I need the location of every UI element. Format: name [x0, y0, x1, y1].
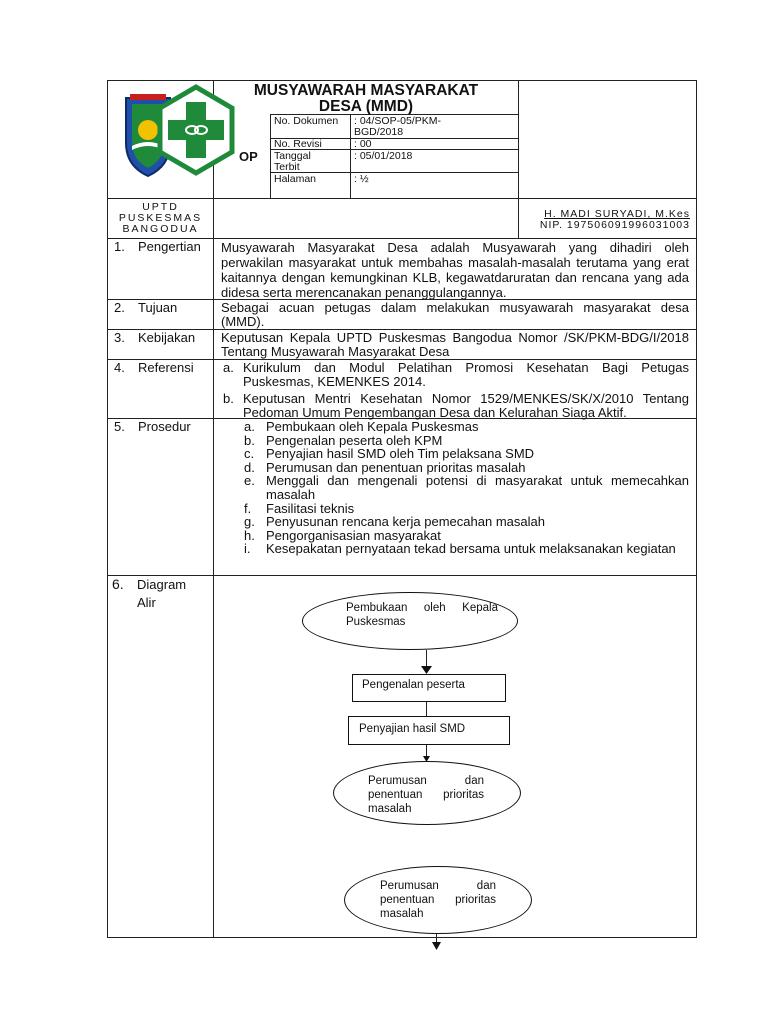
list-item-text: Pembukaan oleh Kepala Puskesmas — [266, 419, 479, 434]
section-number: 1. — [114, 239, 125, 254]
list-item — [224, 447, 689, 461]
section-label-alir: Alir — [137, 595, 156, 610]
list-marker: e. — [244, 473, 255, 489]
arrow-down-icon — [432, 942, 441, 950]
list-marker: f. — [244, 500, 252, 516]
section-text-kebijakan: Keputusan Kepala UPTD Puskesmas Bangodua Nomor /SK/PKM-BDG/I/2018 Tentang Musyawarah Masyarakat Desa — [221, 330, 689, 359]
document-title-line1: MUSYAWARAH MASYARAKAT — [253, 82, 479, 99]
section-text-tujuan: Sebagai acuan petugas dalam melakukan musyawarah masyarakat desa (MMD). — [221, 300, 689, 329]
section-label-diagram: Diagram — [137, 577, 187, 592]
prosedur-list — [224, 420, 689, 556]
section-number: 6. — [112, 576, 124, 592]
list-marker: a. — [244, 419, 255, 434]
org-name-line2: PUSKESMAS — [118, 212, 203, 224]
meta-left-divider — [270, 114, 271, 198]
flow-node-formulation-text: Perumusan dan penentuan prioritas masalah — [368, 775, 484, 815]
meta-label-no-dokumen: No. Dokumen — [274, 115, 339, 127]
list-marker: h. — [244, 527, 255, 543]
list-item-text: Pengorganisasian masyarakat — [266, 527, 441, 543]
list-item-text: Penyajian hasil SMD oleh Tim pelaksana SMD — [266, 446, 535, 462]
section-label-prosedur: Prosedur — [138, 419, 191, 434]
list-marker: c. — [244, 446, 255, 462]
section-number: 2. — [114, 300, 125, 315]
flow-node-presentation-text: Penyajian hasil SMD — [359, 723, 466, 735]
meta-value-halaman: : ½ — [354, 173, 369, 185]
meta-label-no-revisi: No. Revisi — [274, 138, 322, 150]
section-label-tujuan: Tujuan — [138, 300, 178, 315]
table-border-top — [107, 80, 697, 81]
list-item-text: Penyusunan rencana kerja pemecahan masalah — [266, 514, 545, 530]
list-item — [224, 474, 689, 501]
section-number: 5. — [114, 419, 125, 434]
list-item — [221, 361, 689, 389]
sop-label: OP — [239, 149, 258, 164]
section-label-pengertian: Pengertian — [138, 239, 201, 254]
org-name-line3: BANGODUA — [122, 223, 199, 235]
list-marker: a. — [223, 360, 234, 375]
list-marker: g. — [244, 514, 255, 530]
section-number: 3. — [114, 330, 125, 345]
table-border-right — [696, 80, 697, 937]
meta-value-no-revisi: : 00 — [354, 138, 372, 150]
row-line — [107, 575, 697, 576]
list-item-text: Menggali dan mengenali potensi di masyarakat untuk memecahkan masalah — [266, 473, 689, 502]
list-item — [224, 434, 689, 448]
list-item — [224, 461, 689, 475]
list-item-text: Kurikulum dan Modul Pelatihan Promosi Kesehatan Bagi Petugas Puskesmas, KEMENKES 2014. — [243, 360, 689, 389]
label-column-divider — [213, 80, 214, 937]
signer-name: H. MADI SURYADI, M.Kes — [544, 208, 690, 220]
list-marker: i. — [244, 541, 251, 557]
meta-value-tanggal-terbit: : 05/01/2018 — [354, 150, 413, 162]
list-item-text: Kesepakatan pernyataan tekad bersama untuk melaksanakan kegiatan — [266, 541, 676, 557]
list-marker: b. — [223, 391, 234, 406]
document-title-line2: DESA (MMD) — [318, 98, 414, 115]
org-name-line1: UPTD — [142, 201, 179, 213]
signer-nip: NIP. 197506091996031003 — [539, 219, 690, 231]
list-marker: d. — [244, 459, 255, 475]
meta-value-no-dokumen: : 04/SOP-05/PKM-BGD/2018 — [354, 115, 441, 138]
section-text-pengertian: Musyawarah Masyarakat Desa adalah Musyawarah yang dihadiri oleh perwakilan masyarakat untuk membahas masalah-masalah terutama yang erat kaitannya dengan kemungkinan KLB, kegawatdaruratan dan rencana yang ada didesa serta merencanakan penanggulangannya. — [221, 240, 689, 300]
list-item — [224, 515, 689, 529]
list-item-text: Pengenalan peserta oleh KPM — [266, 432, 443, 448]
list-item — [224, 529, 689, 543]
flow-connector — [426, 702, 427, 716]
list-item — [221, 392, 689, 420]
arrow-down-icon — [421, 666, 432, 674]
list-marker: b. — [244, 432, 255, 448]
table-border-bottom — [107, 937, 697, 938]
header-bottom-line — [107, 198, 697, 199]
header-right-divider — [518, 80, 519, 238]
section-label-referensi: Referensi — [138, 360, 194, 375]
list-item — [224, 502, 689, 516]
list-item-text: Perumusan dan penentuan prioritas masalah — [266, 459, 526, 475]
list-item-text: Keputusan Mentri Kesehatan Nomor 1529/MENKES/SK/X/2010 Tentang Pedoman Umum Pengembangan Desa dan Kelurahan Siaga Aktif. — [243, 391, 689, 420]
list-item — [224, 420, 689, 434]
referensi-list — [221, 361, 689, 420]
flow-node-formulation-2-text: Perumusan dan penentuan prioritas masalah — [380, 880, 496, 920]
meta-label-tanggal-terbit: Tanggal Terbit — [274, 150, 311, 173]
meta-label-halaman: Halaman — [274, 173, 317, 185]
flow-node-opening-text: Pembukaan oleh Kepala Puskesmas — [346, 602, 498, 628]
meta-value-divider — [350, 114, 351, 198]
flow-node-introduction-text: Pengenalan peserta — [362, 679, 465, 691]
section-number: 4. — [114, 360, 125, 375]
list-item — [224, 542, 689, 556]
section-label-kebijakan: Kebijakan — [138, 330, 196, 345]
list-item-text: Fasilitasi teknis — [266, 500, 355, 516]
